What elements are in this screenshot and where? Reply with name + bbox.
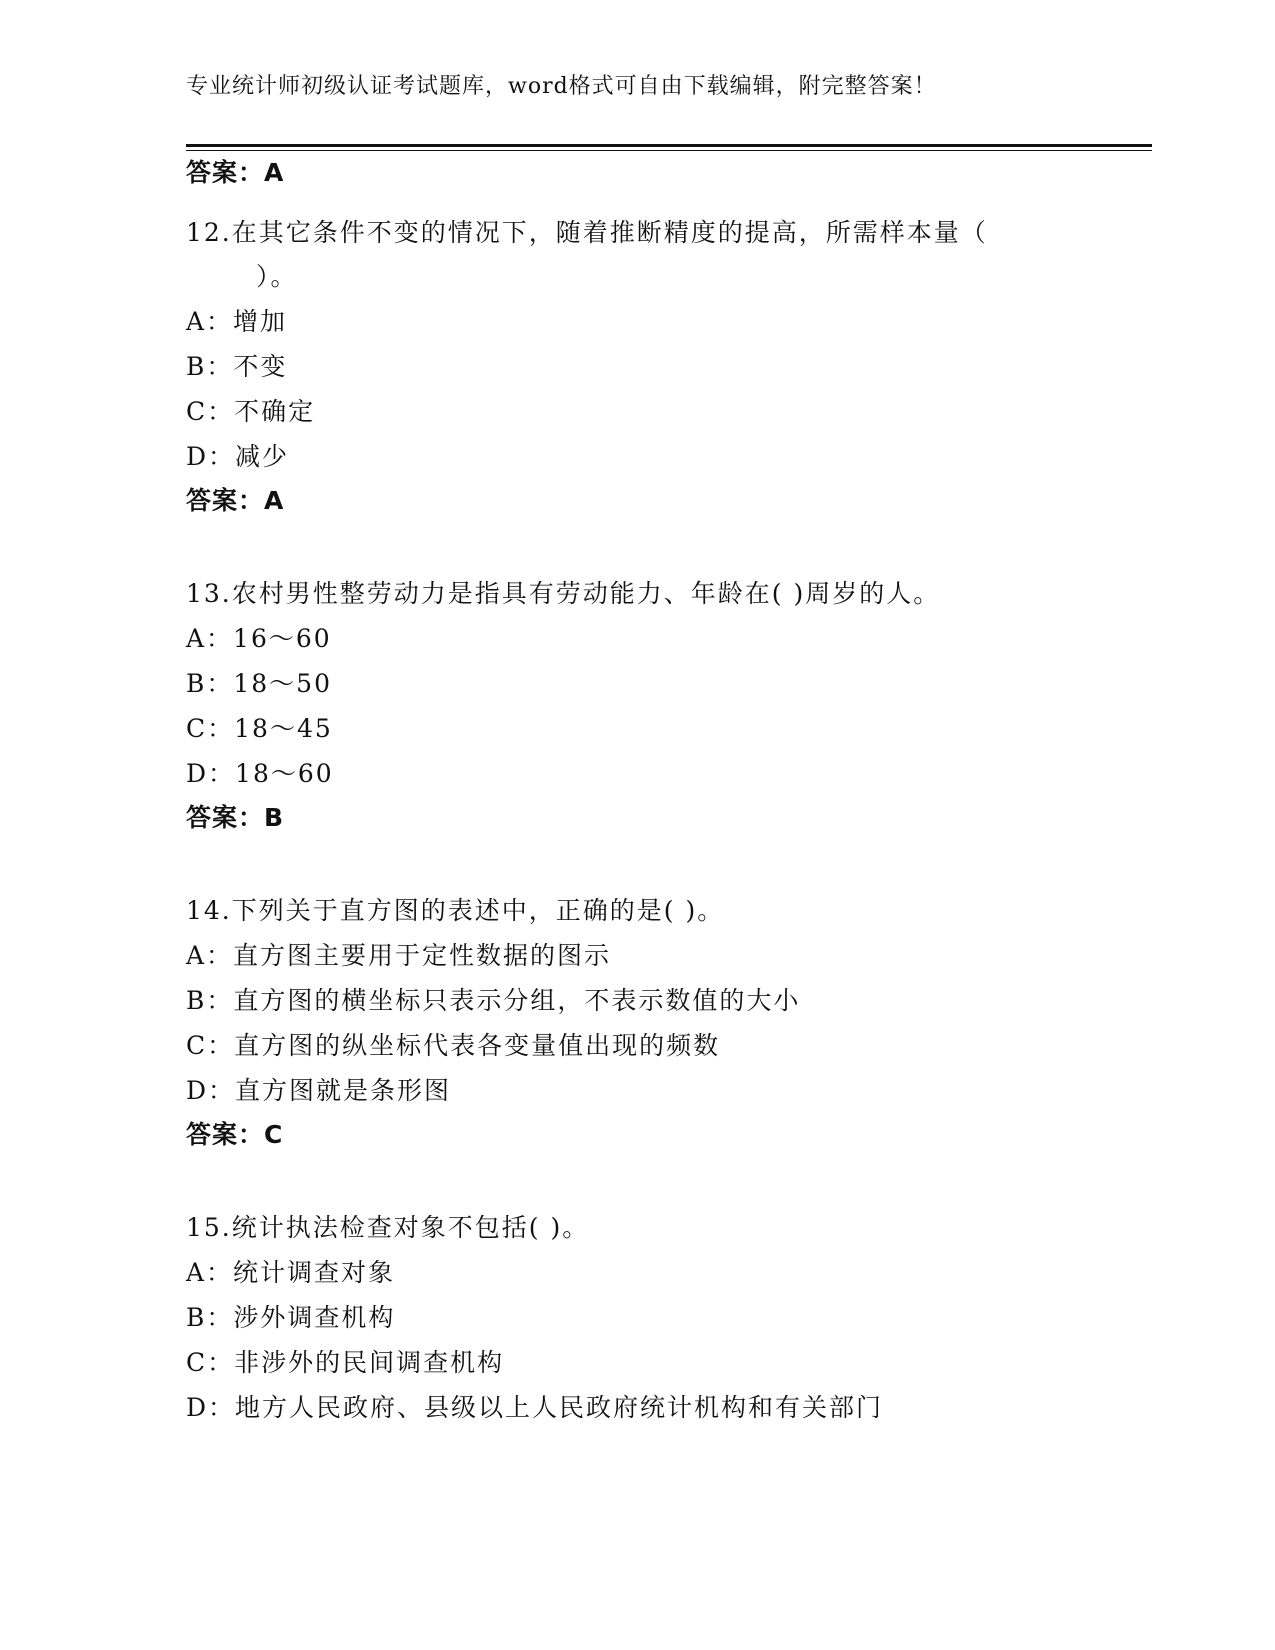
- question-14-option-c: C：直方图的纵坐标代表各变量值出现的频数: [186, 1031, 721, 1060]
- question-15-option-c: C：非涉外的民间调查机构: [186, 1348, 505, 1377]
- answer-13: 答案：B: [186, 803, 285, 832]
- answer-12: 答案：A: [186, 486, 285, 515]
- question-15-option-d: D：地方人民政府、县级以上人民政府统计机构和有关部门: [186, 1393, 884, 1422]
- answer-14: 答案：C: [186, 1120, 284, 1149]
- header-rule-thin: [186, 150, 1152, 151]
- question-14-stem: 14.下列关于直方图的表述中，正确的是( )。: [186, 896, 725, 925]
- question-13-option-b: B：18～50: [186, 669, 332, 698]
- question-13-stem: 13.农村男性整劳动力是指具有劳动能力、年龄在( )周岁的人。: [186, 579, 941, 608]
- page-header: 专业统计师初级认证考试题库，word格式可自由下载编辑，附完整答案！: [186, 74, 937, 99]
- header-rule-thick: [186, 144, 1152, 147]
- question-15-option-a: A：统计调查对象: [186, 1258, 396, 1287]
- question-12-option-c: C：不确定: [186, 397, 316, 426]
- question-12-option-b: B：不变: [186, 352, 288, 381]
- answer-11: 答案：A: [186, 158, 285, 187]
- question-12-option-a: A：增加: [186, 307, 288, 336]
- question-12-stem-cont: ）。: [256, 262, 298, 291]
- question-15-stem: 15.统计执法检查对象不包括( )。: [186, 1213, 590, 1242]
- question-14-option-a: A：直方图主要用于定性数据的图示: [186, 941, 612, 970]
- question-14-option-b: B：直方图的横坐标只表示分组，不表示数值的大小: [186, 986, 801, 1015]
- question-14-option-d: D：直方图就是条形图: [186, 1076, 452, 1105]
- question-13-option-a: A：16～60: [186, 624, 332, 653]
- question-13-option-d: D：18～60: [186, 759, 334, 788]
- question-12-option-d: D：减少: [186, 442, 290, 471]
- question-12-stem: 12.在其它条件不变的情况下，随着推断精度的提高，所需样本量（: [186, 218, 988, 247]
- question-13-option-c: C：18～45: [186, 714, 333, 743]
- question-15-option-b: B：涉外调查机构: [186, 1303, 396, 1332]
